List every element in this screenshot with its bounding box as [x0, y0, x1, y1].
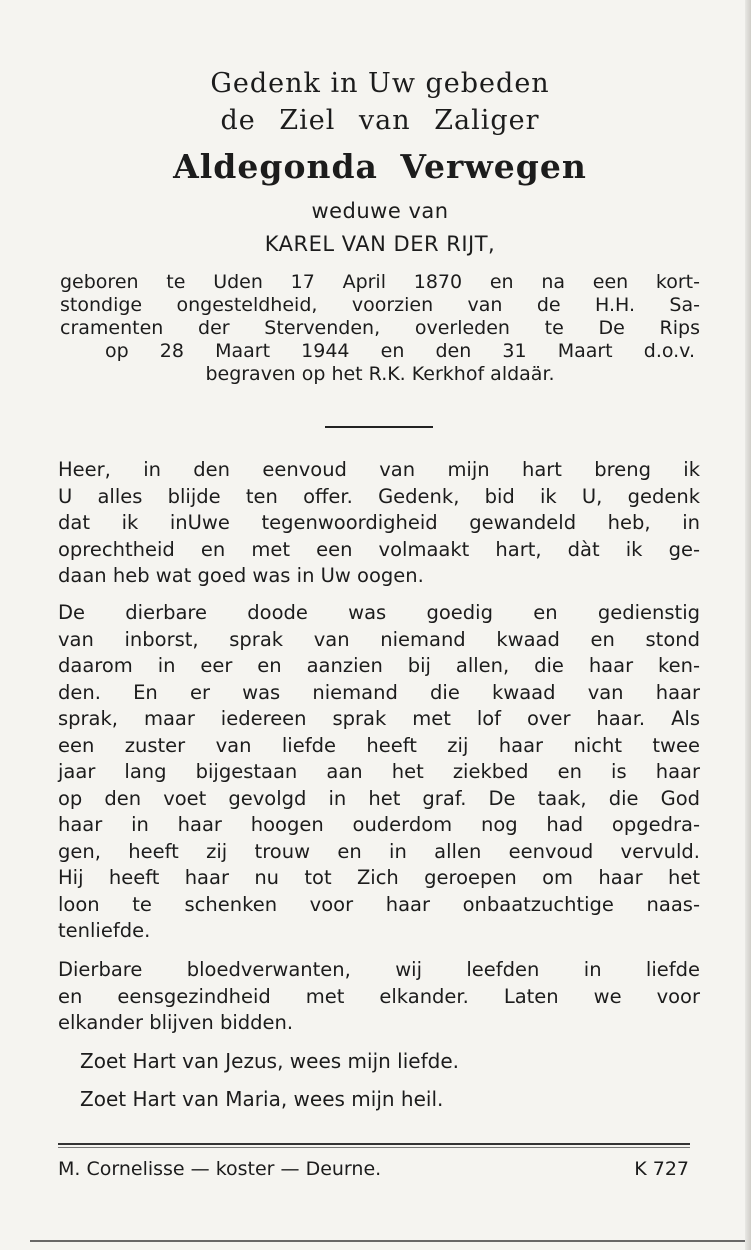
paragraph-line: gen, heeft zij trouw en in allen eenvoud vervuld.	[58, 839, 700, 863]
header-line-1: Gedenk in Uw gebeden	[210, 68, 550, 99]
paragraph-line: De dierbare doode was goedig en gedienstig	[58, 601, 700, 624]
birth-line-1: geboren te Uden 17 April 1870 en na een kort-	[60, 271, 700, 293]
paragraph-line: daarom in eer en aanzien bij allen, die haar ken-	[58, 654, 700, 677]
paragraph-line: U alles blijde ten offer. Gedenk, bid ik U, gedenk	[58, 484, 700, 508]
paragraph-line: Heer, in den eenvoud van mijn hart breng ik	[58, 458, 700, 481]
printer-credit: M. Cornelisse — koster — Deurne.	[58, 1158, 382, 1180]
prayer-jesus: Zoet Hart van Jezus, wees mijn liefde.	[80, 1049, 459, 1073]
paragraph-line: dat ik inUwe tegenwoordigheid gewandeld heb, in	[58, 511, 700, 534]
paragraph-line: op den voet gevolgd in het graf. De taak, die God	[58, 786, 700, 810]
paragraph-line: en eensgezindheid met elkander. Laten we voor	[58, 984, 700, 1008]
birth-line-5: begraven op het R.K. Kerkhof aldaär.	[205, 363, 555, 385]
paragraph-line: tenliefde.	[58, 919, 151, 942]
paragraph-line: loon te schenken voor haar onbaatzuchtige naas-	[58, 892, 700, 916]
paragraph-line: Hij heeft haar nu tot Zich geroepen om haar het	[58, 866, 700, 889]
paragraph-line: den. En er was niemand die kwaad van haar	[58, 680, 700, 704]
widow-of-label: weduwe van	[311, 199, 449, 223]
paragraph-line: elkander blijven bidden.	[58, 1011, 294, 1034]
card-edge-right	[745, 0, 751, 1250]
birth-line-3: cramenten der Stervenden, overleden te De Rips	[60, 317, 700, 339]
footer-rule	[58, 1143, 690, 1145]
paragraph-3	[58, 957, 700, 1037]
paragraph-line: daan heb wat goed was in Uw oogen.	[58, 564, 424, 587]
paragraph-line: van inborst, sprak van niemand kwaad en stond	[58, 627, 700, 651]
paragraph-line: jaar lang bijgestaan aan het ziekbed en is haar	[58, 760, 700, 783]
birth-line-2: stondige ongesteldheid, voorzien van de H.H. Sa-	[60, 294, 700, 316]
prayer-maria: Zoet Hart van Maria, wees mijn heil.	[80, 1087, 444, 1111]
paragraph-line: oprechtheid en met een volmaakt hart, dàt ik ge-	[58, 537, 700, 561]
card-edge-bottom	[30, 1240, 745, 1242]
paragraph-line: Dierbare bloedverwanten, wij leefden in liefde	[58, 958, 700, 981]
paragraph-1	[58, 457, 700, 590]
header-line-2: de Ziel van Zaliger	[220, 105, 540, 136]
paragraph-line: haar in haar hoogen ouderdom nog had opgedra-	[58, 813, 700, 836]
husband-name: KAREL VAN DER RIJT,	[264, 232, 496, 256]
paragraph-line: een zuster van liefde heeft zij haar nicht twee	[58, 733, 700, 757]
divider-rule	[325, 426, 433, 428]
footer-rule-thin	[58, 1147, 690, 1148]
deceased-name: Aldegonda Verwegen	[173, 147, 587, 186]
card-code: K 727	[634, 1158, 689, 1180]
paragraph-line: sprak, maar iedereen sprak met lof over haar. Als	[58, 707, 700, 730]
birth-line-4: op 28 Maart 1944 en den 31 Maart d.o.v.	[105, 340, 695, 362]
paragraph-2	[58, 600, 700, 945]
